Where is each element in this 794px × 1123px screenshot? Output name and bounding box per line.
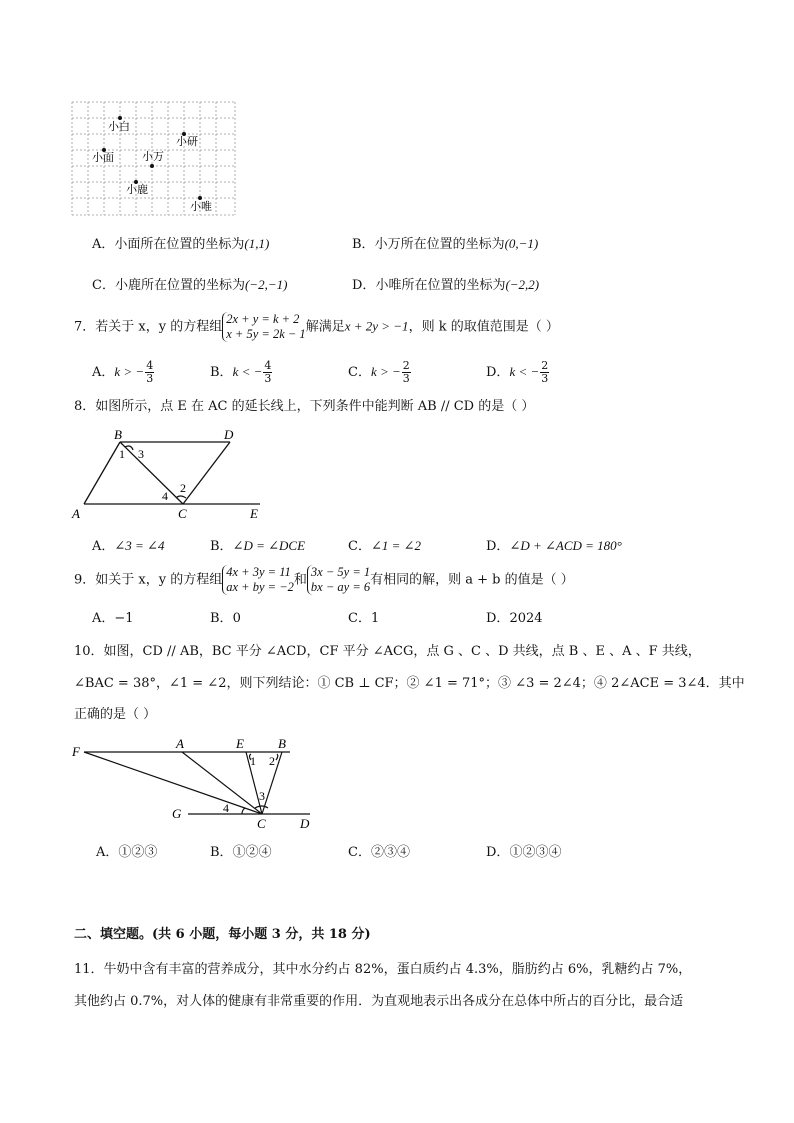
q7-option-a[interactable]: A．k > − $\frac{4}{3}$	[92, 359, 154, 385]
q9-option-d[interactable]: D．2024	[486, 611, 543, 626]
q8-option-d[interactable]: D．∠D + ∠ACD = 180°	[486, 538, 622, 554]
q10-stem-line2: ∠BAC = 38°，∠1 = ∠2，则下列结论：① CB ⊥ CF；② ∠1 = 71°；③ ∠3 = 2∠4；④ 2∠ACE = 3∠4．其中	[74, 676, 745, 691]
q9-option-b[interactable]: B．0	[210, 611, 241, 626]
q8-stem: 8．如图所示，点 E 在 AC 的延长线上，下列条件中能判断 AB // CD 的是（ ）	[74, 399, 535, 414]
svg-text:F: F	[72, 744, 80, 759]
equation-system-2: 3x − 5y = 1 bx − ay = 6	[307, 565, 370, 595]
option-letter: B．	[352, 237, 375, 252]
grid-point-xiaobai	[108, 116, 130, 133]
question-number: 8．	[74, 399, 96, 414]
svg-text:小唯: 小唯	[190, 201, 212, 213]
q6-option-d[interactable]: D．小唯所在位置的坐标为(−2,2)	[352, 277, 540, 293]
svg-text:B: B	[278, 736, 286, 751]
option-letter: A．	[92, 237, 115, 252]
svg-text:C: C	[257, 816, 266, 831]
coordinate-grid-figure	[70, 100, 240, 222]
parallelogram-figure-svg	[70, 428, 270, 524]
q6-option-a[interactable]: A．小面所在位置的坐标为(1,1)	[92, 236, 270, 252]
svg-text:E: E	[250, 506, 258, 521]
svg-text:小研: 小研	[176, 136, 198, 148]
svg-text:G: G	[172, 806, 182, 821]
grid-svg	[70, 100, 240, 218]
svg-text:4: 4	[162, 489, 168, 503]
grid-point-xiaoyan	[176, 132, 198, 148]
svg-text:小面: 小面	[92, 152, 114, 164]
question-number: 9．	[74, 572, 96, 588]
q11-line2: 其他约占 0.7%，对人体的健康有非常重要的作用．为直观地表示出各成分在总体中所占的百分比，最合适	[74, 994, 684, 1009]
fraction: $\frac{2}{3}$	[541, 359, 549, 385]
equation-system: 2x + y = k + 2 x + 5y = 2k − 1	[222, 312, 305, 342]
q10-option-a[interactable]: A．①②③	[96, 845, 158, 860]
q6-option-c[interactable]: C．小鹿所在位置的坐标为(−2,−1)	[92, 277, 288, 293]
parallel-lines-figure-svg	[70, 734, 320, 834]
svg-text:B: B	[114, 428, 122, 442]
q11-line1: 11．牛奶中含有丰富的营养成分，其中水分约占 82%，蛋白质约占 4.3%，脂肪约占 6%，乳糖约占 7%，	[74, 962, 692, 977]
svg-text:小万: 小万	[142, 151, 164, 163]
svg-text:2: 2	[269, 754, 275, 768]
q10-option-b[interactable]: B．①②④	[210, 845, 272, 860]
svg-text:3: 3	[138, 447, 144, 461]
svg-text:A: A	[72, 506, 80, 521]
svg-text:E: E	[236, 736, 244, 751]
q8-option-b[interactable]: B．∠D = ∠DCE	[210, 538, 306, 554]
svg-text:3: 3	[259, 789, 265, 803]
q6-option-b[interactable]: B．小万所在位置的坐标为(0,−1)	[352, 236, 539, 252]
grid-point-xiaomian	[92, 148, 114, 164]
q10-option-c[interactable]: C．②③④	[348, 845, 410, 860]
q7-stem: 7．若关于 x，y 的方程组2x + y = k + 2 x + 5y = 2k − 1解满足x + 2y > −1，则 k 的取值范围是（ ）	[74, 312, 559, 341]
svg-text:4: 4	[223, 801, 229, 815]
svg-text:A: A	[176, 736, 184, 751]
svg-text:1: 1	[119, 447, 125, 461]
question-number: 7．	[74, 319, 96, 335]
svg-text:1: 1	[250, 754, 256, 768]
q9-stem: 9．如关于 x，y 的方程组4x + 3y = 11 ax + by = −2和3x − 5y = 1 bx − ay = 6有相同的解，则 a + b 的值是（ ）	[74, 565, 574, 594]
fraction: $\frac{4}{3}$	[146, 359, 154, 385]
q10-option-d[interactable]: D．①②③④	[486, 845, 562, 860]
fraction: $\frac{4}{3}$	[264, 359, 272, 385]
option-letter: D．	[352, 278, 376, 293]
svg-text:D: D	[224, 428, 234, 442]
q10-stem-line1: 10．如图，CD // AB，BC 平分 ∠ACD，CF 平分 ∠ACG，点 G 、C 、D 共线，点 B 、E 、A 、F 共线，	[74, 644, 701, 659]
svg-text:2: 2	[180, 481, 186, 495]
grid-point-xiaowei	[190, 196, 212, 213]
q7-option-c[interactable]: C．k > − $\frac{2}{3}$	[348, 359, 410, 385]
q9-option-a[interactable]: A．−1	[92, 611, 134, 626]
q8-option-c[interactable]: C．∠1 = ∠2	[348, 538, 422, 554]
q8-figure	[70, 428, 270, 528]
svg-text:小鹿: 小鹿	[126, 184, 148, 196]
q10-figure	[70, 734, 320, 838]
q9-option-c[interactable]: C．1	[348, 611, 380, 626]
section-title: 二、填空题。(共 6 小题，每小题 3 分，共 18 分)	[74, 927, 371, 942]
svg-text:D: D	[300, 816, 310, 831]
option-letter: C．	[92, 278, 115, 293]
q10-stem-line3: 正确的是（ ）	[74, 707, 157, 722]
q8-option-a[interactable]: A．∠3 = ∠4	[92, 538, 165, 554]
q7-option-d[interactable]: D．k < − $\frac{2}{3}$	[486, 359, 549, 385]
grid-point-xiaowan	[142, 149, 164, 168]
svg-text:C: C	[178, 506, 187, 521]
equation-system-1: 4x + 3y = 11 ax + by = −2	[222, 565, 294, 595]
svg-text:小白: 小白	[108, 121, 130, 133]
fraction: $\frac{2}{3}$	[402, 359, 410, 385]
q7-option-b[interactable]: B．k < − $\frac{4}{3}$	[210, 359, 272, 385]
question-number: 10．	[74, 644, 104, 659]
